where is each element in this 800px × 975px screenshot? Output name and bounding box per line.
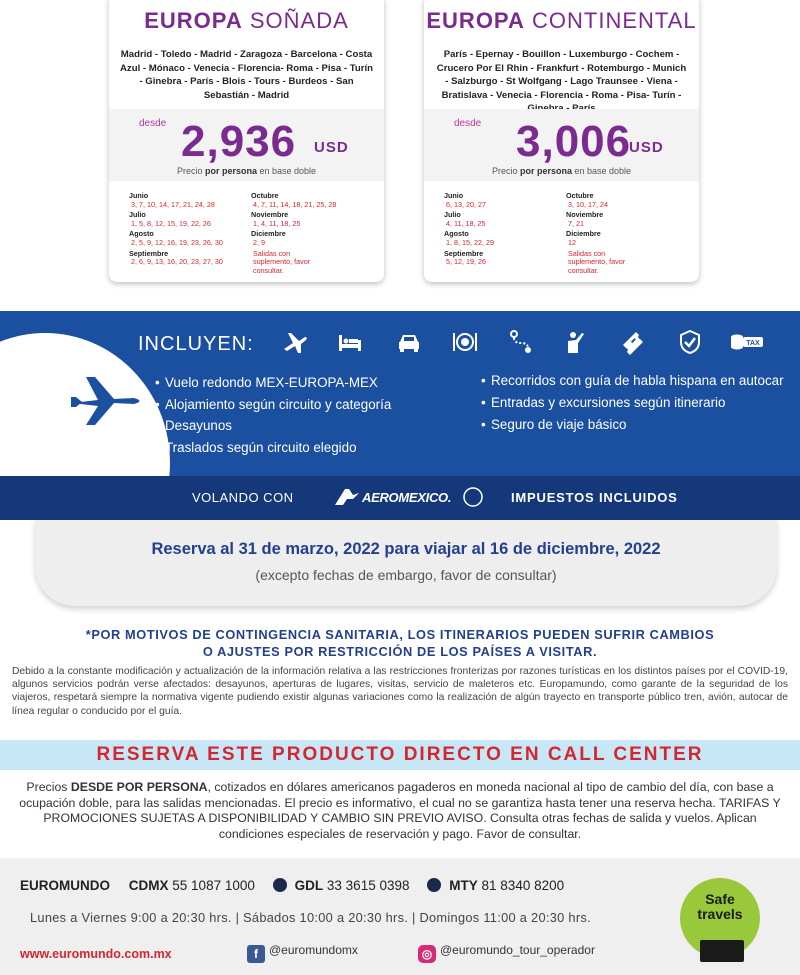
- month-label: Noviembre: [251, 210, 289, 220]
- list-item: • Entradas y excursiones según itinerario: [481, 394, 791, 412]
- pricing-terms: Precios DESDE POR PERSONA, cotizados en dólares americanos pagaderos en moneda nacional al tipo de cambio del día, con base a ocupación doble, para las salidas mencionadas. El precio es informativo, el cual no se garantiza hasta tener una reserva hecha. TARIFAS Y PROMOCIONES SUJETAS A DISPONIBILIDAD Y CAMBIO SIN PREVIO AVISO. Consulta otras fechas de salida y vuelos. Aplican condiciones especiales de reservación y pago. Favor de consultar.: [19, 780, 781, 841]
- price-currency: USD: [629, 139, 664, 156]
- airplane-icon: [68, 373, 146, 429]
- month-days: 2, 9: [253, 237, 265, 247]
- airline-name: AEROMEXICO.: [362, 490, 452, 505]
- package-card-europa-sonada[interactable]: [109, 0, 384, 282]
- shield-check-icon: [677, 329, 703, 355]
- month-days: 1, 5, 8, 12, 15, 19, 22, 26: [131, 218, 211, 228]
- month-days: 2, 6, 9, 13, 16, 20, 23, 27, 30: [131, 257, 223, 267]
- price-note: Precio por persona en base doble: [176, 166, 317, 176]
- list-item: • Recorridos con guía de habla hispana en autocar: [481, 372, 791, 390]
- month-days: 3, 7, 10, 14, 17, 21, 24, 28: [131, 199, 215, 209]
- month-days: 6, 13, 20, 27: [446, 199, 486, 209]
- notice-line: O AJUSTES POR RESTRICCIÓN DE LOS PAÍSES A VISITAR.: [202, 644, 598, 659]
- car-icon: [396, 329, 422, 355]
- impuestos-label: IMPUESTOS INCLUIDOS: [511, 490, 678, 505]
- brand-name: EUROMUNDO: [20, 878, 110, 893]
- packages-section: [0, 0, 800, 310]
- month-days: 3, 10, 17, 24: [568, 199, 608, 209]
- volando-con-label: VOLANDO CON: [192, 490, 294, 505]
- city-label: CDMX: [128, 878, 169, 893]
- month-label: Agosto: [444, 229, 469, 239]
- month-label: Junio: [444, 191, 464, 200]
- month-label: Diciembre: [251, 229, 286, 239]
- contact-line: [20, 878, 564, 893]
- month-days: 7, 21: [568, 218, 584, 228]
- month-days: 12: [568, 237, 576, 247]
- website-link[interactable]: www.euromundo.com.mx: [20, 947, 172, 961]
- includes-title: INCLUYEN:: [138, 333, 254, 355]
- facebook-icon: f: [247, 945, 265, 963]
- list-item: • Seguro de viaje básico: [481, 416, 791, 434]
- price-box: [424, 109, 699, 181]
- phone-gdl[interactable]: 33 3615 0398: [326, 878, 410, 893]
- package-card-europa-continental[interactable]: [424, 0, 699, 282]
- phone-mty[interactable]: 81 8340 8200: [481, 878, 565, 893]
- price-currency: USD: [314, 139, 349, 156]
- call-center-banner[interactable]: RESERVA ESTE PRODUCTO DIRECTO EN CALL CENTER: [0, 740, 800, 770]
- month-label: Noviembre: [566, 210, 604, 220]
- month-label: Septiembre: [129, 248, 169, 258]
- route-icon: [508, 329, 534, 355]
- bed-icon: [337, 329, 363, 355]
- list-item: • Alojamiento según circuito y categoría: [155, 394, 391, 416]
- notice-line: *POR MOTIVOS DE CONTINGENCIA SANITARIA, LOS ITINERARIOS PUEDEN SUFRIR CAMBIOS: [85, 627, 715, 642]
- airline-bar: [0, 476, 800, 520]
- supplement-note: Salidas con suplemento, favor consultar.: [568, 248, 626, 275]
- includes-list-left: [155, 372, 391, 458]
- facebook-link[interactable]: [247, 943, 358, 963]
- price-value: 2,936: [181, 117, 297, 166]
- guide-icon: [562, 329, 588, 355]
- booking-deadline: Reserva al 31 de marzo, 2022 para viajar al 16 de diciembre, 2022: [151, 540, 661, 558]
- month-label: Junio: [129, 191, 149, 200]
- month-label: Octubre: [251, 191, 279, 200]
- package-route: París - Epernay - Bouillon - Luxemburgo - Cochem - Crucero Por El Rhin - Frankfurt - Rotemburgo - Munich - Salzburgo - St Wolfgang - Lago Traunsee - Viena - Bratislava - Venecia - Florencia - Roma - Pisa- Turín -: [436, 49, 687, 101]
- dates-column: [251, 192, 371, 277]
- dates-column: [129, 192, 249, 269]
- dates-column: [566, 192, 686, 277]
- phone-cdmx[interactable]: 55 1087 1000: [172, 878, 255, 893]
- month-days: 4, 11, 18, 25: [446, 218, 486, 228]
- city-label: GDL: [294, 878, 324, 893]
- plane-icon: [282, 329, 308, 355]
- instagram-handle: @euromundo_tour_operador: [440, 943, 595, 957]
- tax-label: TAX: [746, 340, 760, 347]
- price-desde: desde: [139, 118, 167, 129]
- list-item: • Traslados según circuito elegido: [155, 437, 391, 459]
- month-days: 1, 4, 11, 18, 25: [253, 218, 301, 228]
- month-label: Octubre: [566, 191, 594, 200]
- month-label: Agosto: [129, 229, 154, 239]
- package-title: EUROPA SOÑADA: [144, 8, 349, 33]
- price-note: Precio por persona en base doble: [491, 166, 632, 176]
- price-value: 3,006: [516, 117, 632, 166]
- facebook-handle: @euromundomx: [269, 943, 358, 957]
- health-notice-title: [0, 626, 800, 660]
- package-title: EUROPA CONTINENTAL: [426, 8, 697, 33]
- dates-column: [444, 192, 564, 269]
- phone-icon: [273, 878, 287, 892]
- badge-text: Safe: [705, 891, 735, 907]
- month-label: Julio: [129, 210, 146, 220]
- ticket-icon: [620, 329, 646, 355]
- month-days: 1, 8, 15, 22, 29: [446, 237, 494, 247]
- month-days: 4, 7, 11, 14, 18, 21, 25, 28: [253, 199, 337, 209]
- package-route: Madrid - Toledo - Madrid - Zaragoza - Barcelona - Costa Azul - Mónaco - Venecia - Florencia- Roma - Pisa - Turín - Ginebra - París - Blois - Tours - Burdeos - San Sebastián - Madrid: [119, 49, 374, 101]
- price-box: [109, 109, 384, 181]
- footer: [0, 858, 800, 975]
- badge-text: travels: [697, 906, 743, 922]
- month-days: 2, 5, 9, 12, 16, 19, 23, 26, 30: [131, 237, 223, 247]
- list-item: • Desayunos: [155, 415, 391, 437]
- list-item: • Vuelo redondo MEX-EUROPA-MEX: [155, 372, 391, 394]
- booking-deadline-box: [35, 520, 777, 606]
- price-desde: desde: [454, 118, 482, 129]
- tax-icon: [730, 329, 764, 355]
- includes-list-right: [481, 372, 791, 438]
- includes-band: [0, 311, 800, 476]
- month-label: Julio: [444, 210, 461, 220]
- instagram-link[interactable]: [418, 943, 595, 963]
- supplement-note: Salidas con suplemento, favor consultar.: [253, 248, 311, 275]
- month-label: Diciembre: [566, 229, 601, 239]
- phone-icon: [427, 878, 441, 892]
- instagram-icon: ◎: [418, 945, 436, 963]
- month-days: 5, 12, 19, 26: [446, 257, 486, 267]
- booking-exception: (excepto fechas de embargo, favor de consultar): [255, 567, 557, 583]
- business-hours: Lunes a Viernes 9:00 a 20:30 hrs. | Sábados 10:00 a 20:30 hrs. | Domingos 11:00 a 20:30 hrs.: [30, 910, 591, 925]
- health-notice-body: Debido a la constante modificación y actualización de la información relativa a las restricciones fronterizas por razones turísticas en los distintos países por el COVID-19, algunos servicios podrán verse afectados: desayunos, aperturas de lugares, visitas, servicio de maleteros etc. Europamundo, como garante de la seguridad de los viajeros, respetará siempre la normativa vigente pudiendo existir algunas variaciones como la realización de algún trayecto en transporte público tren, avión, autocar de línea regular o conducido por el guía.: [12, 666, 788, 717]
- city-label: MTY: [449, 878, 478, 893]
- wttc-logo-icon: [700, 940, 744, 962]
- dining-icon: [452, 329, 478, 355]
- month-label: Septiembre: [444, 248, 484, 258]
